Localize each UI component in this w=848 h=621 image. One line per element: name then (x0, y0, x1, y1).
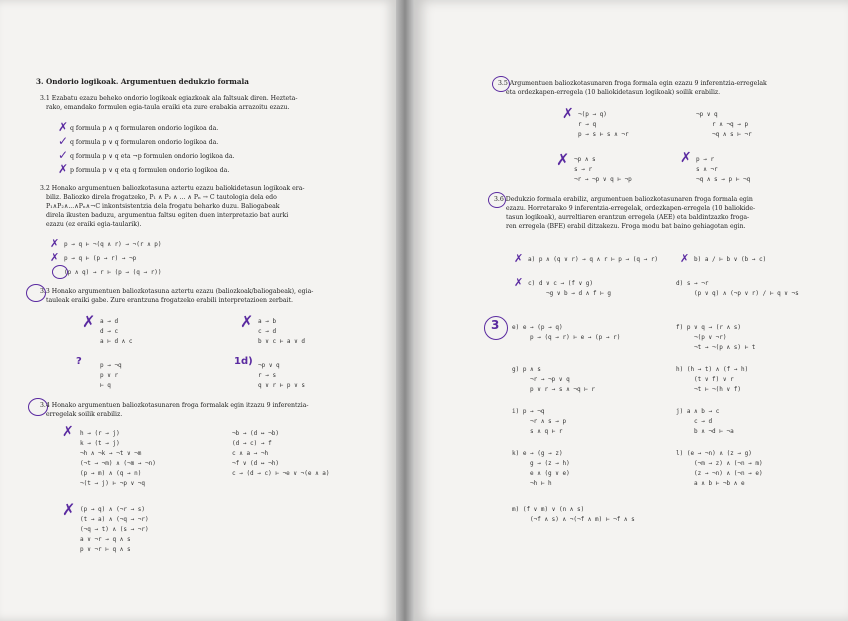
cross-mark-icon: ✗ (62, 500, 76, 519)
ex34-intro: erregelak soilik erabiliz. (46, 411, 123, 418)
ex34c-line: (p → q) ∧ (¬r → s) (80, 506, 146, 513)
ex34b-line: c → (d → c) ⊢ ¬e ∨ ¬(e ∧ a) (232, 470, 330, 477)
ex36e-line: e) e → (p → q) (512, 324, 563, 331)
ex35a-line: ¬(p → q) (578, 111, 607, 118)
ex36c-line: c) d ∨ c → (f ∨ g) (528, 280, 594, 287)
cross-mark-icon: ✗ (514, 252, 524, 265)
ex36d-line: (p ∨ q) ∧ (¬p ∨ r) / ⊢ q ∨ ¬s (694, 290, 799, 297)
ex33-intro: 3.3 Honako argumentuen baliozkotasuna aztertu ezazu (baliozkoak/baliogabeak), egia- (40, 288, 314, 295)
ex35b-line: ¬q ∧ s ⊢ ¬r (712, 131, 752, 138)
ex33b-line: c → d (258, 328, 277, 335)
ex32-item: p → q ⊢ (p → r) → ¬p (64, 255, 137, 262)
ex33a-line: a ⊢ d ∧ c (100, 338, 133, 345)
check-mark-icon: ✓ (58, 134, 69, 148)
ex33b-line: a → b (258, 318, 277, 325)
ex33d-line: r → s (258, 372, 277, 379)
ex36l-line: l) (e → ¬n) ∧ (z → g) (676, 450, 752, 457)
ex32-item: p → q ⊢ ¬(q ∧ r) → ¬(r ∧ p) (64, 241, 162, 248)
ex36k-line: g → (z → h) (530, 460, 570, 467)
ex34c-line: (¬q → t) ∧ (s → ¬r) (80, 526, 149, 533)
ex36j-line: j) a ∧ b → c (676, 408, 720, 415)
ex33c-line: ⊢ q (100, 382, 111, 389)
section-title: 3. Ondorio logikoak. Argumentuen dedukzio formala (36, 77, 249, 86)
ex36i-line: s ∧ q ⊢ r (530, 428, 563, 435)
cross-mark-icon: ✗ (50, 237, 60, 250)
ex34a-line: (¬t → ¬m) ∧ (¬m → ¬n) (80, 460, 156, 467)
ex36b-line: b) a / ⊢ b ∨ (b → c) (694, 256, 767, 263)
binding-gutter (396, 0, 414, 621)
cross-mark-icon: ✗ (58, 120, 69, 134)
ex35-intro: eta ordezkapen-erregela (10 baliokidetasun logikoak) soilik erabiliz. (506, 89, 721, 96)
ex32-intro: P₁∧P₂∧...∧Pₙ∧¬C inkontsistentzia dela frogatu beharko duzu. Baliogabeak (46, 203, 280, 210)
cross-mark-icon: ✗ (556, 150, 570, 169)
ex36-intro: ren erregela (BFE) erabil ditzakezu. Froga modu bat baino gehiagotan egin. (506, 223, 746, 230)
cross-mark-icon: ✗ (82, 312, 96, 331)
ex35d-line: s ∧ ¬r (696, 166, 718, 173)
ex32-intro: biliz. Baliozko direla frogatzeko, P₁ ∧ P₂ ∧ ... ∧ Pₙ → C tautologia dela edo (46, 194, 277, 201)
ex36g-line: g) p ∧ s (512, 366, 541, 373)
ex34b-line: (d → c) → f (232, 440, 272, 447)
ex36h-line: ¬t ⊢ ¬(h ∨ f) (694, 386, 741, 393)
ex33c-line: p → ¬q (100, 362, 122, 369)
cross-mark-icon: ✗ (680, 150, 692, 166)
ex36g-line: ¬r → ¬p ∨ q (530, 376, 570, 383)
cross-mark-icon: ✗ (514, 276, 524, 289)
ex33d-line: q ∨ r ⊢ p ∨ s (258, 382, 305, 389)
ex35d-line: p → r (696, 156, 715, 163)
ex36g-line: p ∨ r → s ∧ ¬q ⊢ r (530, 386, 596, 393)
ex31-item: q formula p ∧ q formularen ondorio logikoa da. (70, 125, 219, 132)
ex36i-line: ¬r ∧ s → p (530, 418, 567, 425)
cross-mark-icon: ✗ (62, 424, 74, 440)
ex34c-line: (t → a) ∧ (¬q → ¬r) (80, 516, 149, 523)
ex33a-line: d → c (100, 328, 119, 335)
ex34c-line: a ∨ ¬r → q ∧ s (80, 536, 131, 543)
ex35c-line: s → r (574, 166, 593, 173)
ex36a-line: a) p ∧ (q ∨ r) → q ∧ r ⊢ p → (q → r) (528, 256, 659, 263)
circled-mark-icon (52, 265, 68, 279)
ex35a-line: p → s ⊢ s ∧ ¬r (578, 131, 629, 138)
ex33d-line: ¬p ∨ q (258, 362, 280, 369)
ex36-intro: tasun logikoak), aurreltiaren erantzun erregela (AEE) eta baldintzazko froga- (506, 214, 750, 221)
ex34-intro: 3.4 Honako argumentuen baliozkotasunaren froga formalak egin itzazu 9 inferentzia- (40, 402, 309, 409)
ex33-intro: tauleak eraiki gabe. Zure erantzuna frogatzeko erabili interpretazioen zerbait. (46, 297, 293, 304)
ex35c-line: ¬r → ¬p ∨ q ⊢ ¬p (574, 176, 632, 183)
ex36l-line: (z → ¬n) ∧ (¬n → e) (694, 470, 763, 477)
ex36e-line: p → (q → r) ⊢ e → (p → r) (530, 334, 621, 341)
cross-mark-icon: ✗ (680, 252, 690, 265)
ex36j-line: c → d (694, 418, 713, 425)
ex33c-line: p ∨ r (100, 372, 119, 379)
ex35c-line: ¬p ∧ s (574, 156, 596, 163)
ex36h-line: (t ∨ f) ∨ r (694, 376, 734, 383)
ex36f-line: ¬(p ∨ ¬r) (694, 334, 727, 341)
ex35b-line: ¬p ∨ q (696, 111, 718, 118)
ex36-intro: 3.6 Dedukzio formala erabiliz, argumentuen baliozkotasunaren froga formala egin (494, 196, 753, 203)
ex32-item: (p ∧ q) → r ⊢ (p → (q → r)) (64, 269, 162, 276)
ex36-intro: ezazu. Horretarako 9 inferentzia-erregelak, ordezkapen-erregela (10 baliokide- (506, 205, 756, 212)
ex32-intro: direla ikusten baduzu, argumentua faltsu egiten duen interpretazio bat aurki (46, 212, 289, 219)
ex36f-line: ¬t → ¬(p ∧ s) ⊢ t (694, 344, 756, 351)
ex36k-line: ¬h ⊢ h (530, 480, 552, 487)
ex36h-line: h) (h → t) ∧ (f → h) (676, 366, 749, 373)
ex35b-line: r ∧ ¬q → p (712, 121, 749, 128)
check-mark-icon: ✓ (58, 148, 69, 162)
ex34b-line: ¬f ∨ (d ↔ ¬h) (232, 460, 279, 467)
ex34a-line: ¬h ∧ ¬k → ¬t ∨ ¬m (80, 450, 142, 457)
ex34a-line: ¬(t → j) ⊢ ¬p ∨ ¬q (80, 480, 146, 487)
cross-mark-icon: ✗ (50, 251, 60, 264)
handwritten-number: 3 (491, 318, 500, 332)
ex35a-line: r → q (578, 121, 597, 128)
cross-mark-icon: ✗ (240, 312, 254, 331)
ex36k-line: e ∧ (g ∨ e) (530, 470, 570, 477)
ex33a-line: a → d (100, 318, 119, 325)
ex31-intro-2: rako, emandako formulen egia-taula eraiki eta zure erabakia arrazoitu ezazu. (46, 104, 290, 111)
ex33b-line: b ∨ c ⊢ a ∨ d (258, 338, 305, 345)
ex36l-line: a ∧ b ⊢ ¬b ∧ e (694, 480, 745, 487)
right-page (414, 0, 848, 621)
ex36m-line: (¬f ∧ s) ∧ ¬(¬f ∧ m) ⊢ ¬f ∧ s (530, 516, 635, 523)
left-page (0, 0, 396, 621)
ex32-intro: 3.2 Honako argumentuen baliozkotasuna aztertu ezazu baliokidetasun logikoak era- (40, 185, 305, 192)
ex34a-line: (p → m) ∧ (q → n) (80, 470, 142, 477)
ex34a-line: h → (r → j) (80, 430, 120, 437)
ex36f-line: f) p ∨ q → (r ∧ s) (676, 324, 742, 331)
ex36j-line: b ∧ ¬d ⊢ ¬a (694, 428, 734, 435)
ex35-intro: 3.5 Argumentuen baliozkotasunaren froga formala egin ezazu 9 inferentzia-erregelak (498, 80, 767, 87)
ex36l-line: (¬m → z) ∧ (¬n → m) (694, 460, 763, 467)
ex32-intro: ezazu (ez eraiki egia-taularik). (46, 221, 142, 228)
handwritten-note: 1d) (234, 356, 253, 367)
ex31-item: q formula p ∨ q formularen ondorio logikoa da. (70, 139, 219, 146)
ex31-item: p formula p ∨ q eta q formulen ondorio logikoa da. (70, 167, 230, 174)
circled-number-icon (26, 284, 46, 302)
cross-mark-icon: ✗ (58, 162, 69, 176)
ex31-item: q formula p ∨ q eta ¬p formulen ondorio logikoa da. (70, 153, 235, 160)
ex36c-line: ¬g ∨ b → d ∧ f ⊢ g (546, 290, 612, 297)
ex36d-line: d) s → ¬r (676, 280, 709, 287)
ex34b-line: c ∧ a → ¬h (232, 450, 269, 457)
ex31-intro-1: 3.1 Ezabatu ezazu beheko ondorio logikoak egiazkoak ala faltsuak diren. Hezteta- (40, 95, 298, 102)
handwritten-note: ? (76, 356, 82, 367)
ex34b-line: ¬b → (d ↔ ¬b) (232, 430, 279, 437)
cross-mark-icon: ✗ (562, 106, 574, 122)
ex34a-line: k → (t → j) (80, 440, 120, 447)
ex34c-line: p ∨ ¬r ⊢ q ∧ s (80, 546, 131, 553)
ex36k-line: k) e → (g → z) (512, 450, 563, 457)
ex36m-line: m) (f ∨ m) ∨ (n ∧ s) (512, 506, 585, 513)
ex36i-line: i) p → ¬q (512, 408, 545, 415)
ex35d-line: ¬q ∧ s → p ⊢ ¬q (696, 176, 751, 183)
